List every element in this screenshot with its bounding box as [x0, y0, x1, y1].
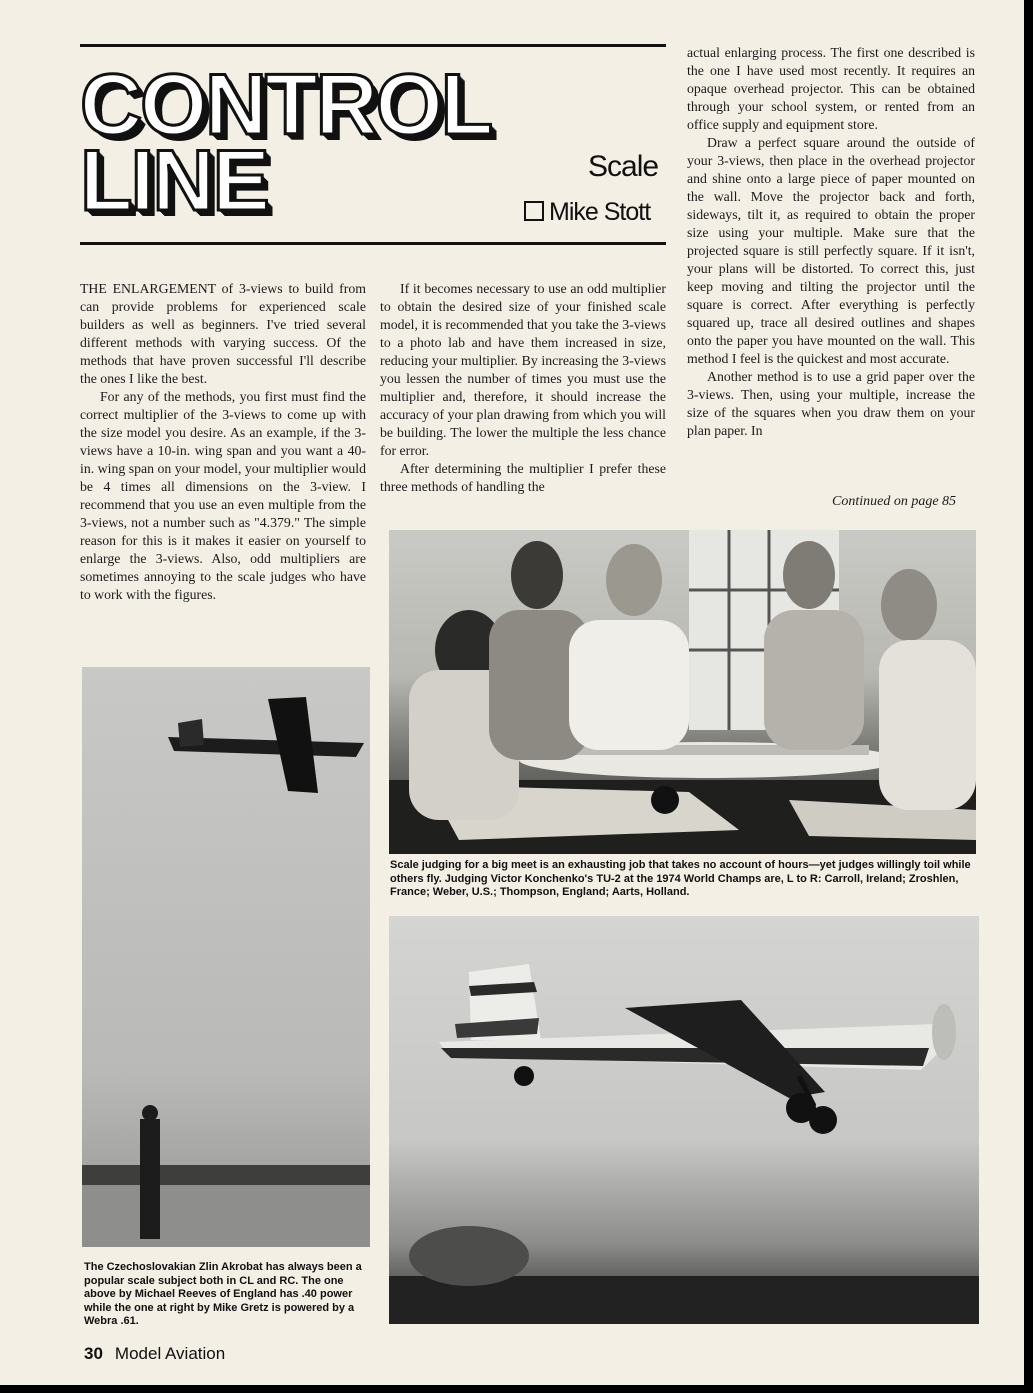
paragraph: actual enlarging process. The first one described is the one I have used most recently. It requires an opaque overhead projector. This can be obtained through your school system, or rented from an office supply and equipment store.	[687, 45, 975, 132]
author-line	[524, 198, 650, 227]
paragraph: After determining the multiplier I prefer these three methods of handling the	[380, 461, 666, 494]
judges-caption: Scale judging for a big meet is an exhausting job that takes no account of hours—yet judges willingly toil while others fly. Judging Victor Konchenko's TU-2 at the 1974 World Champs are, L to R: Carroll, Ireland; Zroshlen, France; Weber, U.S.; Thompson, England; Aarts, Holland.	[390, 859, 971, 898]
zlin-left-photo	[82, 667, 370, 1247]
subtitle: Scale	[588, 150, 659, 183]
title-line-1: CONTROL	[80, 57, 492, 153]
page-number: 30	[84, 1344, 103, 1363]
paragraph: For any of the methods, you first must find the correct multiplier of the 3-views to come up with the size model you desire. As an example, if the 3-views have a 10-in. wing span and you want a 40-in. wing span on your model, your multiplier would be 4 times all dimensions on the 3-view. I recommend that you use an even multiple from the 3-views, not a number such as "4.379." The simple reason for this is it makes it easier on yourself to enlarge the 3-views. Also, odd multipliers are sometimes annoying to the scale judges who have to work with the figures.	[80, 389, 366, 602]
zlin-right-scene	[389, 916, 979, 1324]
judges-scene	[389, 530, 976, 854]
paragraph: If it becomes necessary to use an odd multiplier to obtain the desired size of your finished scale model, it is recommended that you take the 3-views to a photo lab and have them increased in size, reducing your multiplier. By increasing the 3-views you lessen the number of times you must use the multiplier and, therefore, it should increase the accuracy of your plan drawing from which you will be building. The lower the multiple the less chance for error.	[380, 281, 666, 458]
article-column-2	[380, 280, 666, 496]
author: Mike Stott	[549, 198, 651, 226]
zlin-caption: The Czechoslovakian Zlin Akrobat has always been a popular scale subject both in CL and RC. The one above by Michael Reeves of England has .40 power while the one at right by Mike Gretz is powered by a Webra .61.	[84, 1261, 362, 1327]
zlin-right-photo	[389, 916, 979, 1324]
paragraph: THE ENLARGEMENT of 3-views to build from can provide problems for experienced scale builders as well as beginners. I've tried several different methods with varying success. Of the methods that have proven successful I'll describe the ones I like the best.	[80, 281, 366, 386]
square-icon	[524, 201, 544, 221]
magazine-name: Model Aviation	[114, 1344, 226, 1363]
continued-note: Continued on page 85	[832, 494, 957, 509]
zlin-left-scene	[82, 667, 370, 1247]
paragraph: Another method is to use a grid paper over the 3-views. Then, using your multiple, increase the size of the squares when you draw them on your plan paper. In	[687, 369, 975, 438]
header-bottom-rule	[80, 242, 666, 245]
paragraph: Draw a perfect square around the outside of your 3-views, then place in the overhead projector and shine onto a large piece of paper mounted on the wall. Move the projector back and forth, sideways, tilt it, as required to obtain the proper size using your multiple. Make sure that the projected square is still perfectly square. If it isn't, your plans will be distorted. To correct this, just keep moving and tilting the projector until the square is correct. After everything is perfectly squared up, trace all desired outlines and shapes onto the paper you have mounted on the wall. This method I feel is the quickest and most accurate.	[687, 135, 975, 366]
judges-photo	[389, 530, 976, 854]
header-top-rule	[80, 44, 666, 47]
article-column-1	[80, 280, 366, 604]
title-line-2: LINE	[80, 133, 268, 229]
article-column-3	[687, 44, 975, 440]
page-footer	[84, 1344, 225, 1364]
